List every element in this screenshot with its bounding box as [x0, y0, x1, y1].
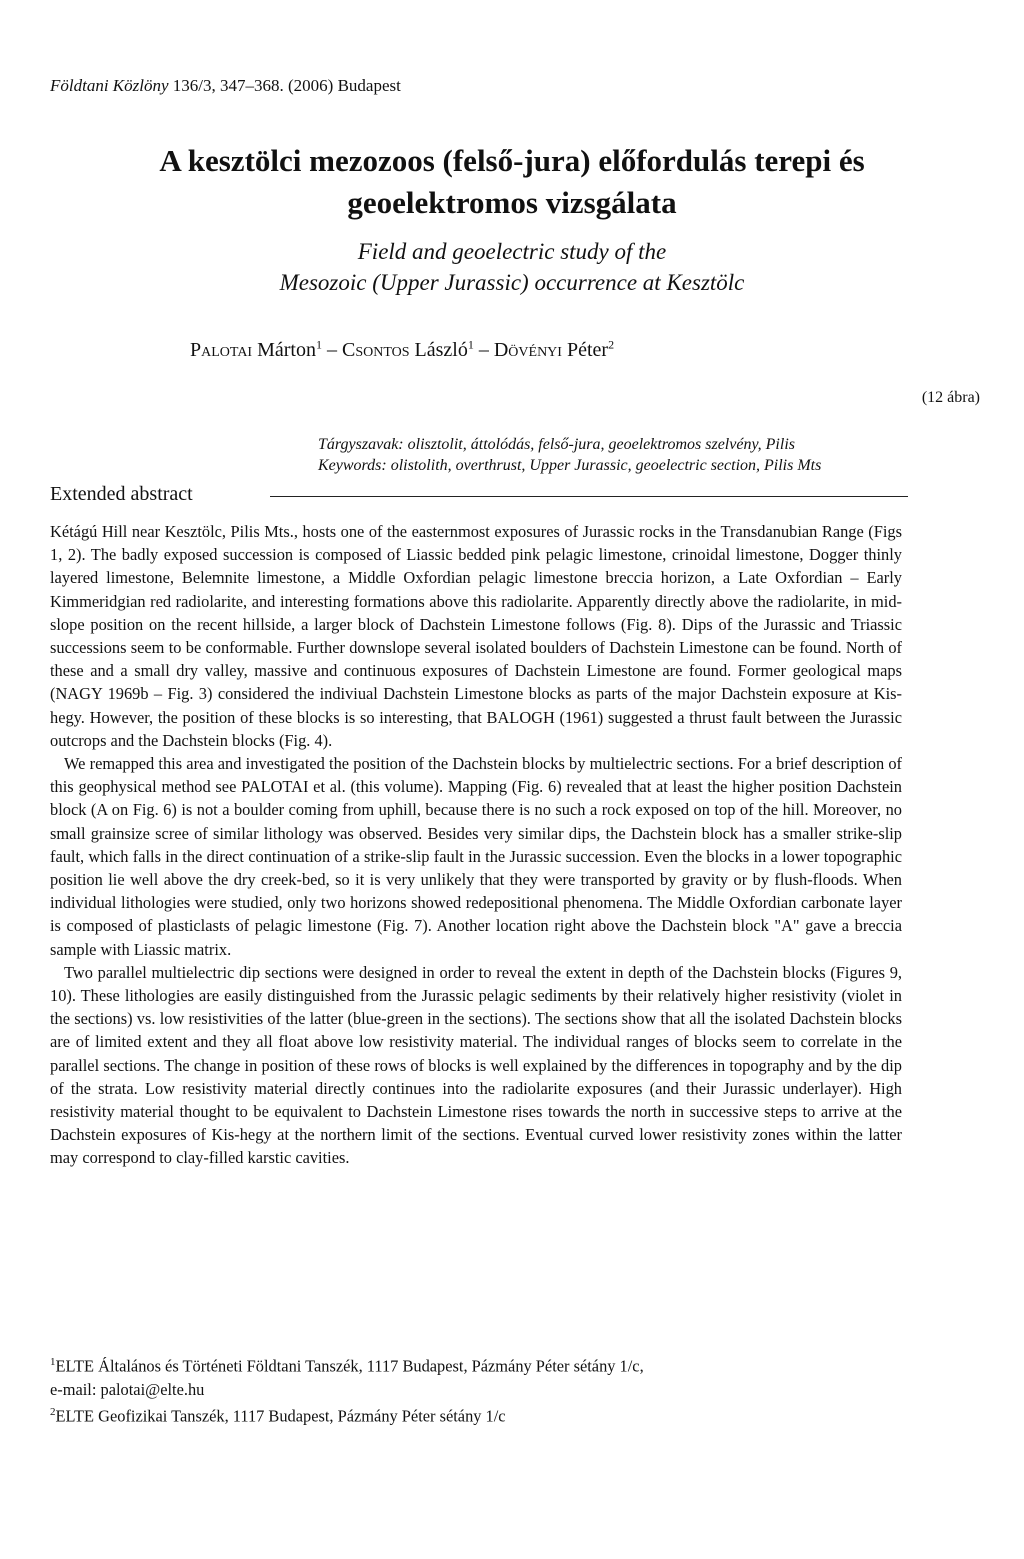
abstract-body	[50, 520, 902, 1170]
author-given-name: László	[414, 338, 468, 361]
journal-name: Földtani Közlöny	[50, 76, 169, 95]
author-surname: Palotai	[190, 338, 253, 361]
keywords-hungarian: Tárgyszavak: olisztolit, áttolódás, felső-jura, geoelektromos szelvény, Pilis	[318, 436, 795, 453]
author-separator: –	[473, 338, 494, 361]
author-surname: Dövényi	[493, 338, 562, 361]
footnote	[50, 1378, 644, 1402]
author	[342, 339, 474, 361]
subtitle-line-2: Mesozoic (Upper Jurassic) occurrence at Kesztölc	[279, 270, 745, 295]
heading-rule	[270, 496, 908, 497]
hungarian-title	[40, 140, 984, 224]
paragraph: We remapped this area and investigated the position of the Dachstein blocks by multielectric sections. For a brief description of this geophysical method see PALOTAI et al. (this volume). Mapping (Fig. 6) revealed that at least the higher position Dachstein block (A on Fig. 6) is not a boulder coming from uphill, because there is no such a rock exposed on top of the hill. Moreover, no small grainsize scree of similar lithology was observed. Besides very similar dips, the Dachstein block has a smaller strike-slip fault, which falls in the direct continuation of a strike-slip fault in the Jurassic succession. Even the blocks in a lower topographic position lie well above the dry creek-bed, so it is very unlikely that they were transported by gravity or by flush-floods. When individual lithologies were studied, only two horizons showed redepositional phenomena. The Middle Oxfordian carbonate layer is composed of plasticlasts of pelagic limestone (Fig. 7). Another location right above the Dachstein block "A" gave a breccia sample with Liassic matrix.	[50, 754, 902, 959]
footnotes	[50, 1351, 644, 1428]
footnote	[50, 1401, 644, 1428]
author-given-name: Márton	[257, 338, 316, 361]
author-list	[190, 337, 614, 362]
footnote-mark: 2	[50, 1406, 56, 1419]
journal-header	[50, 76, 401, 96]
footnote	[50, 1351, 644, 1378]
author-separator: –	[322, 338, 342, 361]
title-line-1: A kesztölci mezozoos (felső-jura) előfordulás terepi és	[159, 143, 865, 178]
footnote-text: e-mail: palotai@elte.hu	[50, 1379, 205, 1399]
author-affiliation-mark: 1	[316, 337, 322, 351]
author-affiliation-mark: 1	[467, 337, 474, 351]
paragraph: Kétágú Hill near Kesztölc, Pilis Mts., hosts one of the easternmost exposures of Jurassic rocks in the Transdanubian Range (Figs 1, 2). The badly exposed succession is composed of Liassic bedded pink pelagic limestone, crinoidal limestone, Dogger thinly layered limestone, Belemnite limestone, a Middle Oxfordian pelagic limestone breccia horizon, a Late Oxfordian – Early Kimmeridgian red radiolarite, and interesting formations above this radiolarite. Apparently directly above the radiolarite, in mid-slope position on the recent hillside, a larger block of Dachstein Limestone follows (Fig. 8). Dips of the Jurassic and Triassic successions seem to be conformable. Further downslope several isolated boulders of Dachstein Limestone can be found. North of these and a small dry valley, massive and continuous exposures of Dachstein Limestone are found. Former geological maps (NAGY 1969b – Fig. 3) considered the indiviual Dachstein Limestone blocks as parts of the major Dachstein exposure at Kis-hegy. However, the position of these blocks is so interesting, that BALOGH (1961) suggested a thrust fault between the Jurassic outcrops and the Dachstein blocks (Fig. 4).	[50, 522, 902, 750]
journal-citation: 136/3, 347–368. (2006) Budapest	[172, 76, 401, 95]
footnote-text: ELTE Geofizikai Tanszék, 1117 Budapest, Pázmány Péter sétány 1/c	[55, 1406, 506, 1426]
figure-count: (12 ábra)	[921, 389, 980, 406]
author-surname: Csontos	[342, 338, 410, 361]
keywords-english: Keywords: olistolith, overthrust, Upper Jurassic, geoelectric section, Pilis Mts	[318, 457, 822, 474]
section-heading: Extended abstract	[50, 483, 193, 505]
author-affiliation-mark: 2	[608, 337, 615, 351]
title-line-2: geoelektromos vizsgálata	[347, 185, 677, 220]
keywords-block	[318, 434, 988, 476]
footnote-mark: 1	[50, 1356, 56, 1368]
footnote-text: ELTE Általános és Történeti Földtani Tanszék, 1117 Budapest, Pázmány Péter sétány 1/c,	[55, 1356, 644, 1376]
author-given-name: Péter	[566, 338, 609, 361]
english-title	[40, 236, 984, 298]
author	[494, 339, 614, 361]
author	[190, 339, 322, 361]
paragraph: Two parallel multielectric dip sections were designed in order to reveal the extent in depth of the Dachstein blocks (Figures 9, 10). These lithologies are easily distinguished from the Jurassic pelagic sediments by their relatively higher resistivity (violet in the sections) vs. low resistivities of the latter (blue-green in the sections). The sections show that all the isolated Dachstein blocks are of limited extent and they all float above low resistivity material. The individual ranges of blocks seem to correlate in the parallel sections. The change in position of these rows of blocks is well explained by the differences in topography and by the dip of the strata. Low resistivity material directly continues into the radiolarite exposures (and their Jurassic underlayer). High resistivity material thought to be equivalent to Dachstein Limestone rises towards the north in successive steps to arrive at the Dachstein exposures of Kis-hegy at the northern limit of the sections. Eventual curved lower resistivity zones within the latter may correspond to clay-filled karstic cavities.	[50, 962, 902, 1168]
subtitle-line-1: Field and geoelectric study of the	[357, 239, 667, 264]
